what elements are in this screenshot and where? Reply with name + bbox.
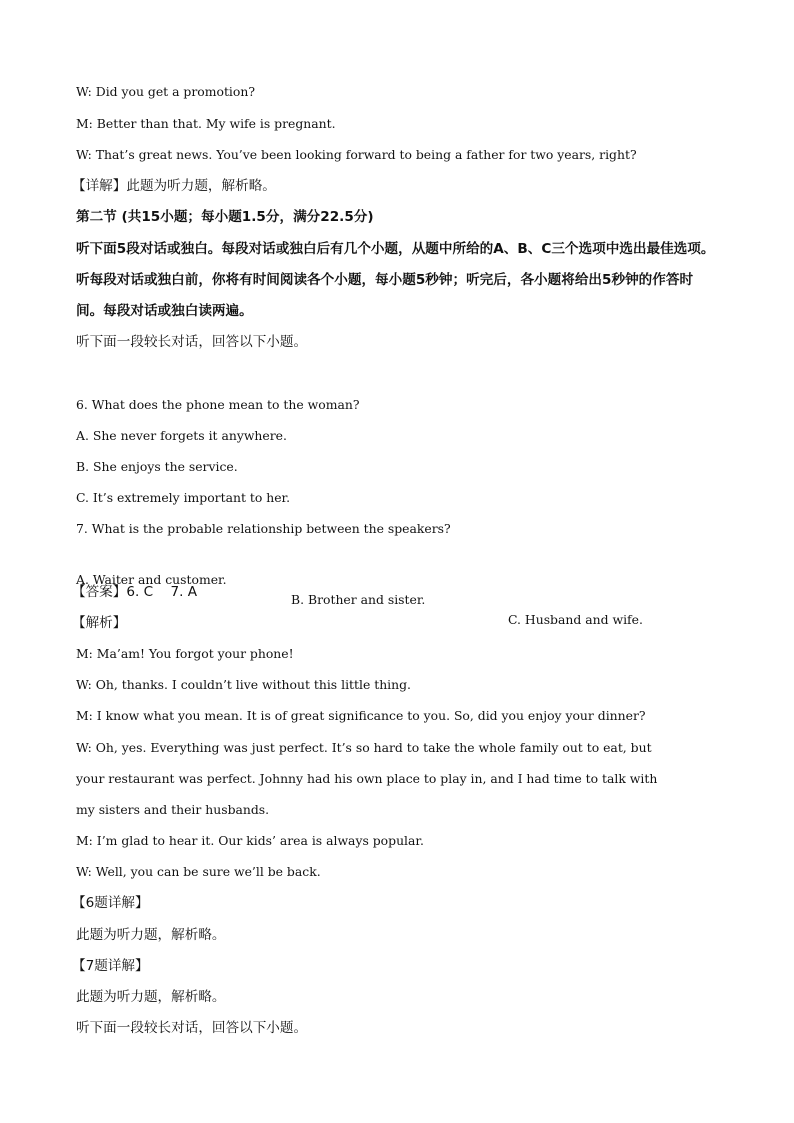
dialogue-line: M: I’m glad to hear it. Our kids’ area is always popular. xyxy=(76,833,424,848)
dialogue-line: M: Better than that. My wife is pregnant. xyxy=(76,116,336,131)
detail-explanation: 【详解】此题为听力题，解析略。 xyxy=(72,178,276,194)
dialogue-line: M: Ma’am! You forgot your phone! xyxy=(76,646,294,661)
option-c: C. It’s extremely important to her. xyxy=(76,490,291,505)
option-b: B. She enjoys the service. xyxy=(76,459,238,474)
detail-7-label: 【7题详解】 xyxy=(72,958,149,974)
option-c: C. Husband and wife. xyxy=(508,612,643,627)
option-b: B. Brother and sister. xyxy=(291,592,426,607)
dialogue-line: my sisters and their husbands. xyxy=(76,802,270,817)
dialogue-line: W: Oh, thanks. I couldn’t live without this little thing. xyxy=(76,677,411,692)
answer-line: 【答案】6. C 7. A xyxy=(72,584,198,600)
dialogue-line: W: Did you get a promotion? xyxy=(76,84,255,99)
section-instruction: 间。每段对话或独白读两遍。 xyxy=(76,303,253,319)
analysis-label: 【解析】 xyxy=(72,615,127,631)
question-6: 6. What does the phone mean to the woman? xyxy=(76,397,360,412)
option-a: A. Waiter and customer. xyxy=(76,572,227,587)
dialogue-line: M: I know what you mean. It is of great significance to you. So, did you enjoy your dinner? xyxy=(76,708,646,723)
detail-6-label: 【6题详解】 xyxy=(72,895,149,911)
question-7: 7. What is the probable relationship between the speakers? xyxy=(76,521,451,536)
detail-6-text: 此题为听力题，解析略。 xyxy=(76,927,226,943)
section-instruction: 听每段对话或独白前，你将有时间阅读各个小题，每小题5秒钟；听完后，各小题将给出5秒钟的作答时 xyxy=(76,272,694,288)
section-title: 第二节 (共15小题；每小题1.5分，满分22.5分) xyxy=(76,209,374,225)
section-instruction: 听下面5段对话或独白。每段对话或独白后有几个小题，从题中所给的A、B、C三个选项中选出最佳选项。 xyxy=(76,241,715,257)
listen-prompt: 听下面一段较长对话，回答以下小题。 xyxy=(76,334,308,350)
dialogue-line: W: That’s great news. You’ve been looking forward to being a father for two years, right? xyxy=(76,147,637,162)
detail-7-text: 此题为听力题，解析略。 xyxy=(76,989,226,1005)
dialogue-line: your restaurant was perfect. Johnny had his own place to play in, and I had time to talk with xyxy=(76,771,658,786)
dialogue-line: W: Oh, yes. Everything was just perfect. It’s so hard to take the whole family out to eat, but xyxy=(76,740,652,755)
dialogue-line: W: Well, you can be sure we’ll be back. xyxy=(76,864,321,879)
listen-prompt: 听下面一段较长对话，回答以下小题。 xyxy=(76,1020,308,1036)
option-a: A. She never forgets it anywhere. xyxy=(76,428,287,443)
